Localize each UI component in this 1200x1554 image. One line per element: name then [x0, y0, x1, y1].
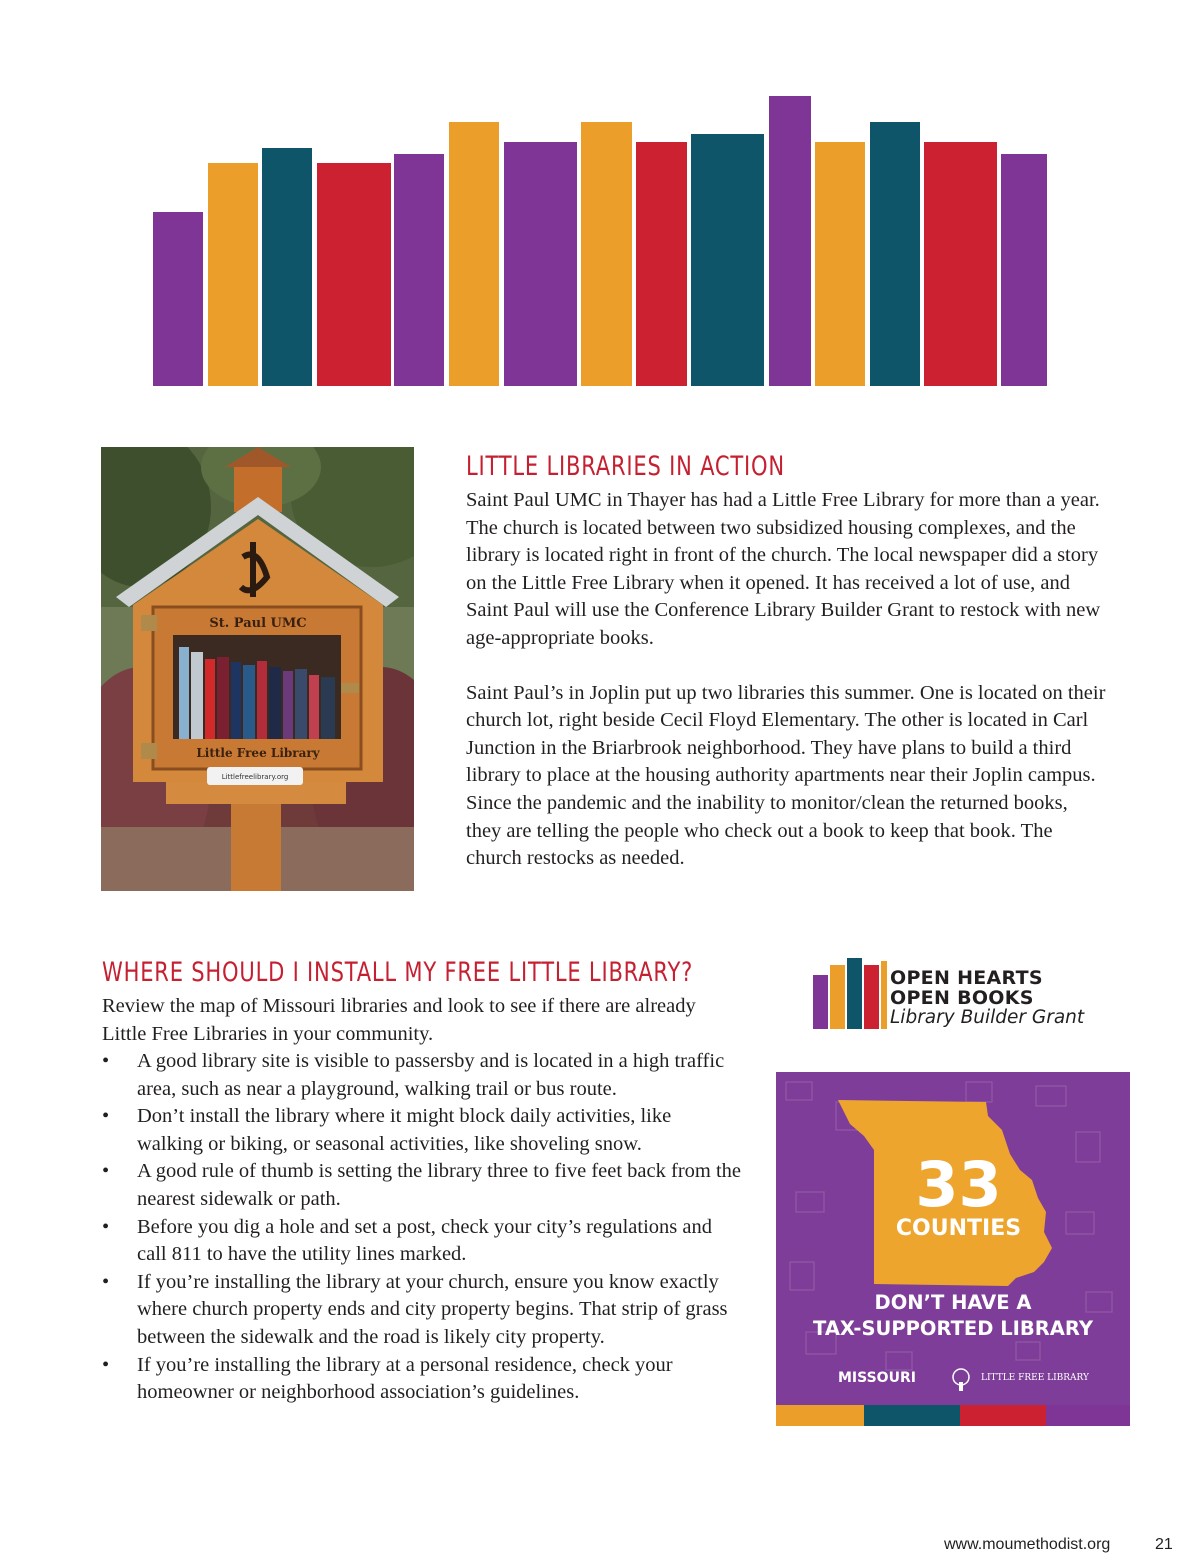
paragraph-joplin: Saint Paul’s in Joplin put up two libraries this summer. One is located on their church lot, right beside Cecil Floyd Elementary. The other is located in Carl Junction in the Briarbrook neighborhood. They have plans to build a third library to place at the housing authority apartments near their Joplin campus. Since the pandemic and the inability to monitor/clean the returned books, they are telling the people who check out a book to keep that book. The church restocks as needed. — [466, 681, 1106, 870]
section-heading-little-libraries: LITTLE LIBRARIES IN ACTION — [466, 451, 785, 482]
list-item-text: A good rule of thumb is setting the library three to five feet back from the nearest sidewalk or path. — [137, 1160, 742, 1210]
list-item-text: Before you dig a hole and set a post, check your city’s regulations and call 811 to have the utility lines marked. — [137, 1215, 712, 1266]
logo-text-line1: OPEN HEARTS — [890, 967, 1043, 989]
logo-bar-icon — [864, 965, 879, 1029]
list-item — [102, 1214, 742, 1269]
stripe-purple — [1046, 1405, 1130, 1426]
sticker-text: Littlefreelibrary.org — [221, 773, 289, 781]
logo-bar-icon — [813, 975, 828, 1029]
book-spine — [449, 122, 499, 386]
logo-bar-icon — [881, 961, 887, 1029]
missouri-conference-logo: MISSOURI — [838, 1370, 916, 1386]
install-tips-list — [102, 1048, 742, 1407]
list-item — [102, 1269, 742, 1352]
list-item — [102, 1158, 742, 1213]
book-spine — [394, 154, 444, 386]
list-item — [102, 1352, 742, 1407]
list-item — [102, 1103, 742, 1158]
section2-intro: Review the map of Missouri libraries and look to see if there are already Little Free Libraries in your community. — [102, 995, 696, 1045]
bullet-icon: • — [102, 1160, 110, 1183]
book-spine — [870, 122, 920, 386]
logo-bar-icon — [830, 965, 845, 1029]
logo-text-line2: OPEN BOOKS — [890, 987, 1034, 1009]
stripe-orange — [776, 1405, 864, 1426]
book-spine — [1001, 154, 1047, 386]
counties-count: 33 — [915, 1148, 1002, 1221]
stripe-teal — [864, 1405, 960, 1426]
little-free-library-logo: LITTLE FREE LIBRARY — [981, 1373, 1089, 1383]
paragraph-thayer: Saint Paul UMC in Thayer has had a Little Free Library for more than a year. The church is located between two subsidized housing complexes, and the library is located right in front of the church. The local newspaper did a story on the Little Free Library when it opened. It has received a lot of use, and Saint Paul will use the Conference Library Builder Grant to restock with new age-appropriate books. — [466, 489, 1101, 649]
list-item-text: If you’re installing the library at a personal residence, check your homeowner or neighborhood association’s guidelines. — [137, 1353, 673, 1404]
book-spine — [815, 142, 865, 386]
card-logos — [776, 1368, 1130, 1392]
sign-top-text: St. Paul UMC — [209, 616, 307, 631]
bullet-icon: • — [102, 1215, 110, 1238]
book-spine — [208, 163, 258, 386]
bullet-icon: • — [102, 1105, 110, 1128]
counties-label: COUNTIES — [895, 1216, 1022, 1241]
list-item-text: If you’re installing the library at your church, ensure you know exactly where church property ends and city property begins. That strip of grass between the sidewalk and the road is likely city property. — [137, 1270, 728, 1348]
book-spine — [504, 142, 577, 386]
sign-bottom-text: Little Free Library — [196, 746, 320, 760]
page-number: 21 — [1155, 1536, 1173, 1553]
book-spine — [317, 163, 391, 386]
book-spine — [262, 148, 312, 386]
footer-website: www.moumethodist.org — [944, 1536, 1111, 1553]
list-item — [102, 1048, 742, 1103]
bullet-icon: • — [102, 1270, 110, 1293]
bullet-icon: • — [102, 1050, 110, 1072]
counties-infographic-card — [776, 1072, 1130, 1426]
list-item-text: A good library site is visible to passersby and is located in a high traffic area, such as near a playground, walking trail or bus route. — [137, 1050, 725, 1100]
book-spines-decoration — [0, 0, 1200, 400]
book-spine — [769, 96, 811, 386]
section-heading-where-install: WHERE SHOULD I INSTALL MY FREE LITTLE LIBRARY? — [102, 957, 694, 988]
book-spine — [691, 134, 764, 386]
logo-bar-icon — [847, 958, 862, 1029]
tree-icon — [948, 1368, 974, 1392]
card-text-line1: DON’T HAVE A — [874, 1291, 1032, 1314]
section1-body — [466, 487, 1106, 873]
little-free-library-photo — [101, 447, 414, 891]
book-spine — [581, 122, 632, 386]
list-item-text: Don’t install the library where it might block daily activities, like walking or biking, or seasonal activities, like shoveling snow. — [137, 1105, 672, 1155]
card-text-line2: TAX-SUPPORTED LIBRARY — [813, 1317, 1093, 1340]
bullet-icon: • — [102, 1353, 110, 1376]
stripe-red — [960, 1405, 1046, 1426]
book-spine — [636, 142, 687, 386]
open-hearts-open-books-logo — [813, 957, 1113, 1037]
logo-text-line3: Library Builder Grant — [890, 1007, 1085, 1028]
card-color-stripes — [776, 1405, 1130, 1426]
book-spine — [153, 212, 203, 386]
book-spine — [924, 142, 997, 386]
